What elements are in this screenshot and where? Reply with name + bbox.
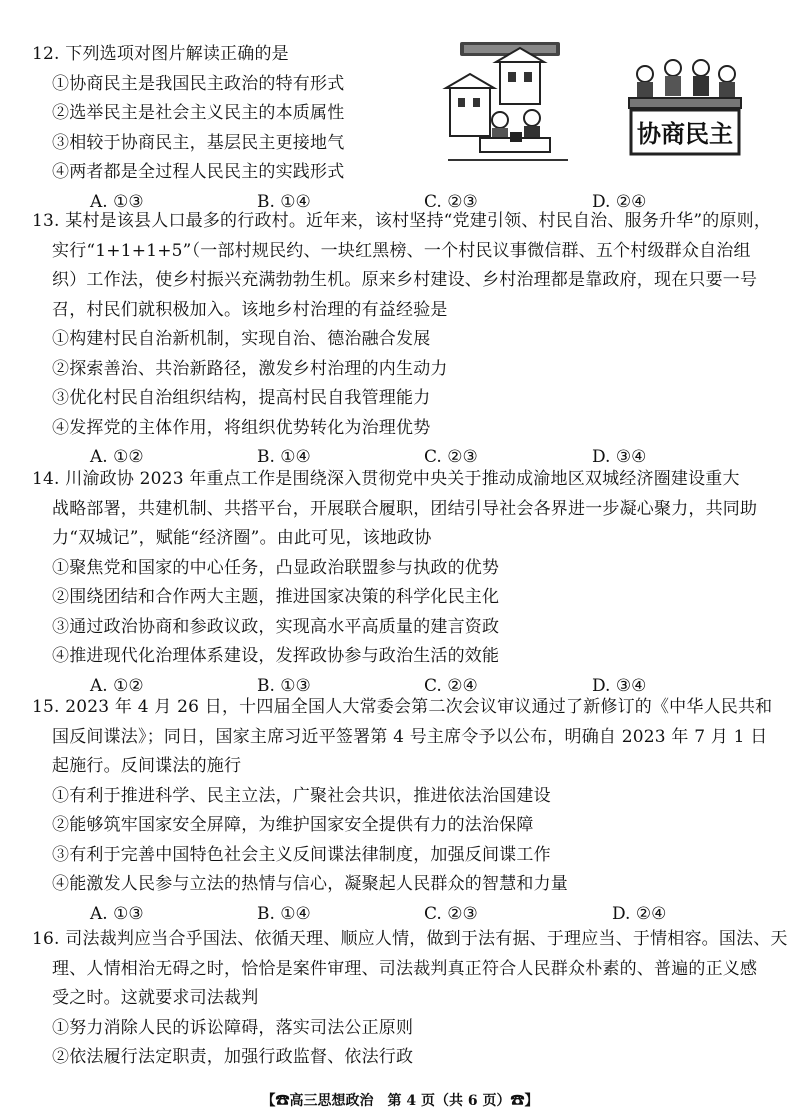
question-14-option-3: ③通过政治协商和参政议政，实现高水平高质量的建言资政: [52, 616, 500, 637]
choice-b: B. ①④: [257, 903, 311, 924]
question-14-stem-line-3: 力“双城记”，赋能“经济圈”。由此可见，该地政协: [52, 528, 432, 548]
question-16-stem-line-1: 16. 司法裁判应当合乎国法、依循天理、顺应人情，做到于法有据、于理应当、于情相容。国法、天: [32, 929, 788, 949]
question-15: [32, 693, 772, 929]
choice-b: B. ①④: [257, 447, 311, 467]
question-14-stem-line-1: 14. 川渝政协 2023 年重点工作是围绕深入贯彻党中央关于推动成渝地区双城经济圈建设重大: [32, 469, 740, 489]
choice-c: C. ②③: [424, 191, 478, 212]
question-13-option-1: ①构建村民自治新机制，实现自治、德治融合发展: [52, 329, 431, 349]
choice-d: D. ②④: [612, 903, 667, 924]
question-16-option-2: ②依法履行法定职责，加强行政监督、依法行政: [52, 1047, 414, 1067]
question-15-option-4: ④能激发人民参与立法的热情与信心，凝聚起人民群众的智慧和力量: [52, 874, 568, 894]
page-footer: 【☎高三思想政治 第 4 页（共 6 页）☎】: [261, 1093, 539, 1109]
question-14-option-1: ①聚焦党和国家的中心任务，凸显政治联盟参与执政的优势: [52, 557, 500, 578]
question-14-option-2: ②围绕团结和合作两大主题，推进国家决策的科学化民主化: [52, 587, 500, 607]
question-13-stem-line-2: 实行“1+1+1+5”（一部村规民约、一块红黑榜、一个村民议事微信群、五个村级群众自治组: [52, 240, 751, 261]
choice-b: B. ①④: [257, 191, 311, 212]
question-14-option-4: ④推进现代化治理体系建设，发挥政协参与政治生活的效能: [52, 646, 500, 666]
question-15-option-2: ②能够筑牢国家安全屏障，为维护国家安全提供有力的法治保障: [52, 815, 534, 835]
question-14-stem-line-2: 战略部署，共建机制、共搭平台，开展联合履职，团结引导社会各界进一步凝心聚力，共同助: [52, 498, 758, 519]
election-cartoon-image: [440, 38, 575, 166]
question-15-option-1: ①有利于推进科学、民主立法，广聚社会共识，推进依法治国建设: [52, 785, 551, 806]
question-15-option-3: ③有利于完善中国特色社会主义反间谍法律制度，加强反间谍工作: [52, 844, 551, 865]
choice-c: C. ②③: [424, 903, 478, 924]
question-14: [32, 465, 772, 701]
question-13-stem-line-1: 13. 某村是该县人口最多的行政村。近年来，该村坚持“党建引领、村民自治、服务升华”的原则，: [32, 211, 772, 231]
question-12-stem: 12. 下列选项对图片解读正确的是: [32, 44, 289, 64]
question-16-stem-line-2: 理、人情相治无碍之时，恰恰是案件审理、司法裁判真正符合人民群众朴素的、普遍的正义感: [52, 958, 758, 979]
choice-a: A. ①②: [90, 447, 144, 467]
question-16: [32, 925, 788, 1073]
question-13-option-2: ②探索善治、共治新路径，激发乡村治理的内生动力: [52, 358, 448, 379]
question-13: [32, 207, 772, 472]
question-12-option-4: ④两者都是全过程人民民主的实践形式: [52, 162, 345, 182]
question-12-option-1: ①协商民主是我国民主政治的特有形式: [52, 73, 345, 94]
question-15-stem-line-2: 国反间谍法》；同日，国家主席习近平签署第 4 号主席令予以公布，明确自 2023 年 7 月 1 日: [52, 726, 768, 747]
question-15-stem-line-1: 15. 2023 年 4 月 26 日，十四届全国人大常委会第二次会议审议通过了新修订的《中华人民共和: [32, 697, 773, 717]
choice-a: A. ①②: [90, 675, 144, 696]
question-13-option-4: ④发挥党的主体作用，将组织优势转化为治理优势: [52, 417, 431, 438]
question-13-stem-line-3: 织）工作法，使乡村振兴充满勃勃生机。原来乡村建设、乡村治理都是靠政府，现在只要一号: [52, 270, 758, 290]
question-13-option-3: ③优化村民自治组织结构，提高村民自我管理能力: [52, 388, 431, 408]
question-12-option-3: ③相较于协商民主，基层民主更接地气: [52, 132, 345, 153]
question-16-option-1: ①努力消除人民的诉讼障碍，落实司法公正原则: [52, 1017, 414, 1038]
choice-a: A. ①③: [90, 903, 144, 924]
choice-c: C. ②③: [424, 447, 478, 467]
cartoon-caption: 协商民主: [637, 120, 733, 148]
question-12-option-2: ②选举民主是社会主义民主的本质属性: [52, 103, 345, 123]
choice-b: B. ①③: [257, 675, 311, 696]
choice-d: D. ②④: [592, 191, 647, 212]
choice-d: D. ③④: [592, 447, 647, 467]
question-16-stem-line-3: 受之时。这就要求司法裁判: [52, 988, 259, 1008]
choice-c: C. ②④: [424, 675, 478, 696]
question-13-stem-line-4: 召，村民们就积极加入。该地乡村治理的有益经验是: [52, 299, 448, 320]
consultative-democracy-cartoon-image: [625, 58, 745, 162]
choice-d: D. ③④: [592, 675, 647, 696]
question-15-stem-line-3: 起施行。反间谍法的施行: [52, 756, 242, 776]
choice-a: A. ①③: [90, 191, 144, 212]
